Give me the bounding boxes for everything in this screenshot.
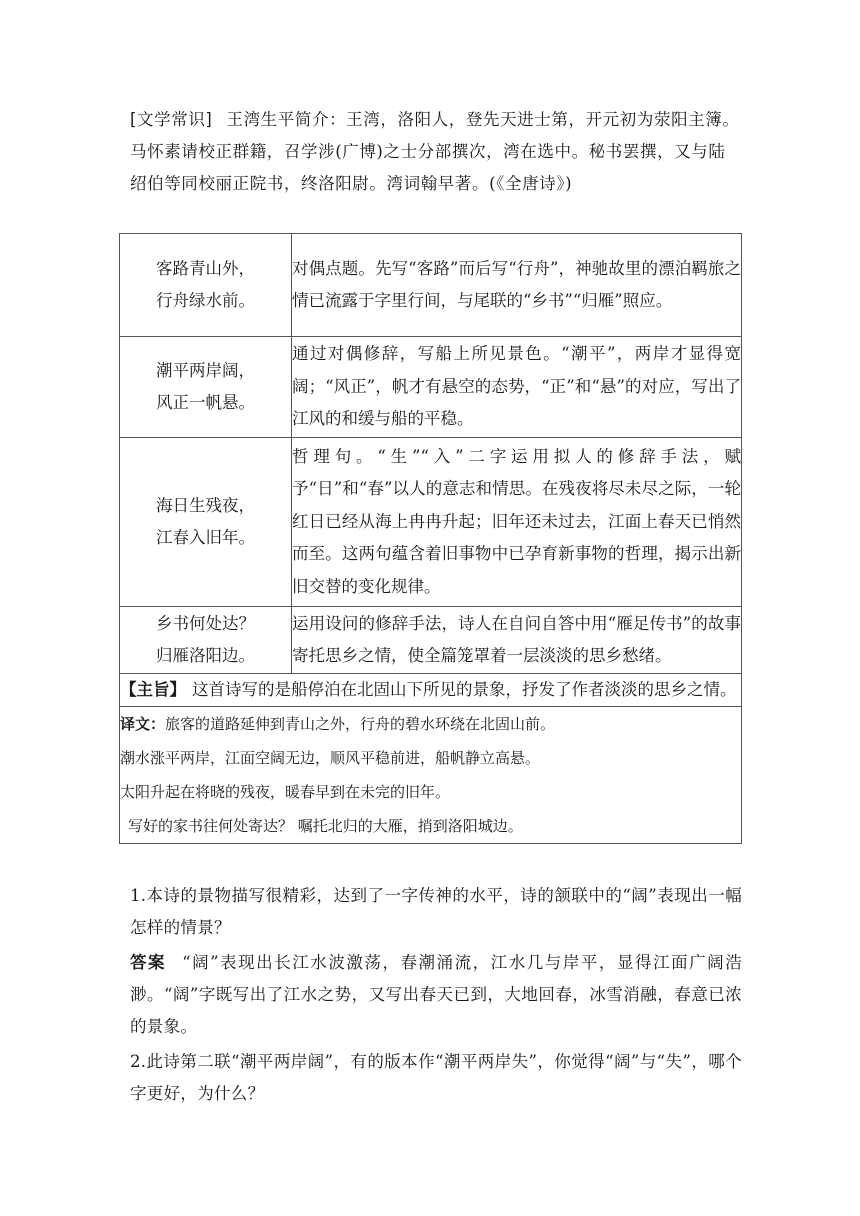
- translation-line: 太阳升起在将晓的残夜，暖春早到在未完的旧年。: [120, 783, 451, 801]
- poem-line-cell: [120, 438, 292, 607]
- table-row: [120, 234, 742, 337]
- analysis-cell: 运用设问的修辞手法，诗人在自问自答中用“雁足传书”的故事寄托思乡之情，使全篇笼罩着一层淡淡的思乡愁绪。: [292, 607, 742, 674]
- analysis-cell: 对偶点题。先写“客路”而后写“行舟”，神驰故里的漂泊羁旅之情已流露于字里行间，与尾联的“乡书”“归雁”照应。: [292, 234, 742, 337]
- theme-label: 【主旨】: [120, 680, 186, 699]
- translation-cell: [120, 707, 742, 844]
- theme-cell: [120, 674, 742, 707]
- poem-line: 潮平两岸阔，: [156, 361, 255, 380]
- literary-knowledge-tag: [文学常识]: [130, 110, 213, 129]
- poem-line: 归雁洛阳边。: [156, 646, 255, 665]
- poem-line: 行舟绿水前。: [156, 291, 255, 310]
- table-row: [120, 337, 742, 438]
- poem-line: 风正一帆悬。: [156, 393, 255, 412]
- translation-line: 旅客的道路延伸到青山之外，行舟的碧水环绕在北固山前。: [165, 715, 556, 733]
- poem-line: 海日生残夜，: [156, 496, 255, 515]
- poem-line: 乡书何处达？: [156, 614, 255, 633]
- poem-line-cell: [120, 607, 292, 674]
- analysis-cell: 哲理句。“生”“入”二字运用拟人的修辞手法，赋予“日”和“春”以人的意志和情思。在残夜将尽未尽之际，一轮红日已经从海上冉冉升起；旧年还未过去，江面上春天已悄然而至。这两句蕴含着旧事物中已孕育新事物的哲理，揭示出新旧交替的变化规律。: [292, 438, 742, 607]
- poem-line: 江春入旧年。: [156, 528, 255, 547]
- table-row: [120, 607, 742, 674]
- translation-line: 潮水涨平两岸，江面空阔无边，顺风平稳前进，船帆静立高悬。: [120, 749, 541, 767]
- analysis-cell: 通过对偶修辞，写船上所见景色。“潮平”，两岸才显得宽阔；“风正”，帆才有悬空的态势，“正”和“悬”的对应，写出了江风的和缓与船的平稳。: [292, 337, 742, 438]
- theme-row: [120, 674, 742, 707]
- theme-text: 这首诗写的是船停泊在北固山下所见的景象，抒发了作者淡淡的思乡之情。: [192, 680, 737, 699]
- translation-label: 译文：: [120, 715, 166, 733]
- answer-label: 答案: [130, 953, 167, 972]
- poem-analysis-table: [119, 233, 742, 844]
- translation-row: [120, 707, 742, 844]
- question-1: 1.本诗的景物描写很精彩，达到了一字传神的水平，诗的颔联中的“阔”表现出一幅怎样的情景？: [130, 886, 742, 937]
- answer-text: “阔”表现出长江水波激荡，春潮涌流，江水几与岸平，显得江面广阔浩渺。“阔”字既写出了江水之势，又写出春天已到，大地回春，冰雪消融，春意已浓的景象。: [130, 953, 742, 1036]
- questions-section: [130, 880, 742, 1113]
- translation-line: 写好的家书往何处寄达？ 嘱托北归的大雁，捎到洛阳城边。: [128, 817, 523, 835]
- question-2: 2.此诗第二联“潮平两岸阔”，有的版本作“潮平两岸失”，你觉得“阔”与“失”，哪个字更好，为什么？: [130, 1052, 742, 1103]
- literary-knowledge-text: 王湾生平简介：王湾，洛阳人，登先天进士第，开元初为荥阳主簿。马怀素请校正群籍，召学涉(广博)之士分部撰次，湾在选中。秘书罢撰，又与陆绍伯等同校丽正院书，终洛阳尉。湾词翰早著。(《全唐诗》): [130, 110, 740, 193]
- literary-knowledge: [130, 104, 740, 200]
- poem-line-cell: [120, 337, 292, 438]
- answer-1: [130, 947, 742, 1043]
- poem-line: 客路青山外，: [156, 259, 255, 278]
- table-row: [120, 438, 742, 607]
- poem-line-cell: [120, 234, 292, 337]
